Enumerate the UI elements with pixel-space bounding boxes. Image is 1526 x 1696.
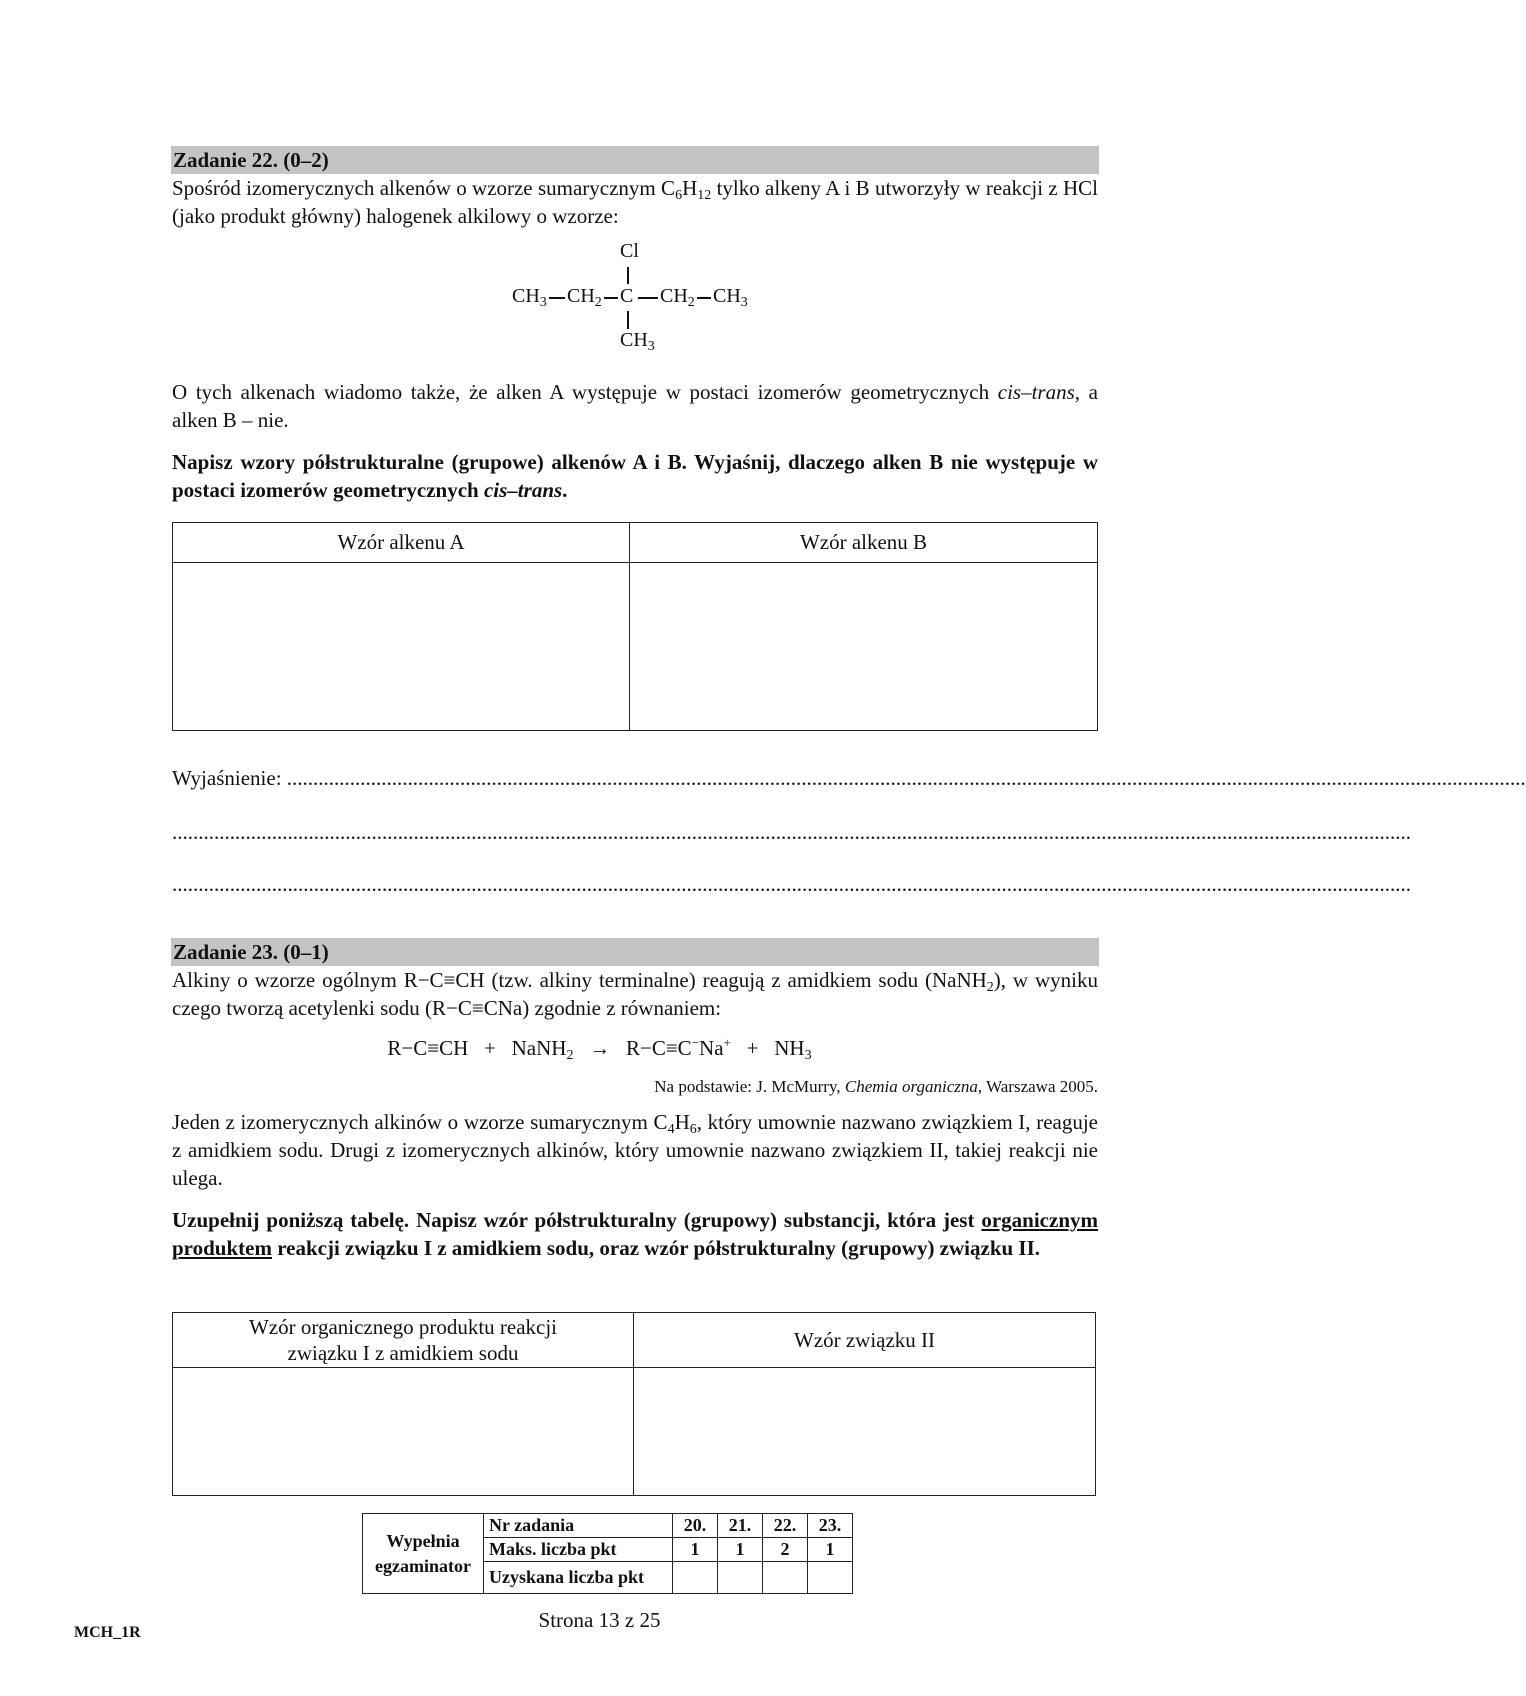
obtained-points-22[interactable] [763, 1562, 808, 1594]
formula-bond-4 [697, 297, 711, 299]
task-23-intro: Alkiny o wzorze ogólnym R−C≡CH (tzw. alkiny terminalne) reagują z amidkiem sodu (NaNH$_2$), w wyniku czego tworzą acetylenki sodu (R−C≡CNa) zgodnie z równaniem: [172, 968, 1098, 1020]
formula-bond-top [627, 267, 629, 284]
max-points-21: 1 [718, 1538, 763, 1562]
task-22-instruction: Napisz wzory półstrukturalne (grupowe) alkenów A i B. Wyjaśnij, dlaczego alken B nie występuje w postaci izomerów geometrycznych cis–trans. [172, 450, 1098, 502]
task-23-answer-table [172, 1312, 1096, 1496]
task-22-info: O tych alkenach wiadomo także, że alken A występuje w postaci izomerów geometrycznych cis–trans, a alken B – nie. [172, 380, 1098, 432]
page-number: Strona 13 z 25 [538, 1608, 661, 1632]
task-number-23: 23. [808, 1514, 853, 1538]
task-22-answer-table [172, 522, 1098, 731]
task-number-21: 21. [718, 1514, 763, 1538]
row-max-points-label: Maks. liczba pkt [484, 1538, 673, 1562]
col-organic-product: Wzór organicznego produktu reakcji związku I z amidkiem sodu [173, 1313, 634, 1368]
formula-bond-1 [549, 297, 565, 299]
explanation-line-3[interactable]: ............................................................................................................................................................................................................................................ [172, 872, 1411, 896]
examiner-label: Wypełnia egzaminator [363, 1514, 484, 1594]
answer-cell-alkene-b[interactable] [630, 563, 1098, 731]
max-points-22: 2 [763, 1538, 808, 1562]
formula-cl: Cl [620, 240, 639, 262]
formula-bond-2 [604, 297, 618, 299]
row-obtained-points-label: Uzyskana liczba pkt [484, 1562, 673, 1594]
explanation-line-1[interactable]: Wyjaśnienie: ............................................................................................................................................................................................................................................ [172, 766, 1526, 790]
formula-ch3-left: $CH_3$ [512, 285, 547, 310]
task-22-intro: Spośród izomerycznych alkenów o wzorze sumarycznym $C_6H_{12}$ tylko alkeny A i B utworzyły w reakcji z HCl (jako produkt główny) halogenek alkilowy o wzorze: [172, 176, 1098, 228]
formula-ch2-left: $CH_2$ [567, 285, 602, 310]
col-alkene-b: Wzór alkenu B [630, 523, 1098, 563]
obtained-points-21[interactable] [718, 1562, 763, 1594]
formula-c-center: C [620, 285, 634, 307]
task-23-paragraph: Jeden z izomerycznych alkinów o wzorze sumarycznym $C_4H_6$, który umownie nazwano związkiem I, reaguje z amidkiem sodu. Drugi z izomerycznych alkinów, który umownie nazwano związkiem II, takiej reakcji nie ulega. [172, 1110, 1098, 1190]
max-points-23: 1 [808, 1538, 853, 1562]
row-task-number-label: Nr zadania [484, 1514, 673, 1538]
task-number-20: 20. [673, 1514, 718, 1538]
formula-bond-bottom [627, 311, 629, 329]
task-23-header: Zadanie 23. (0–1) [171, 938, 1099, 966]
answer-cell-compound-ii[interactable] [634, 1368, 1096, 1496]
task-number-22: 22. [763, 1514, 808, 1538]
formula-ch2-right: $CH_2$ [660, 285, 695, 310]
formula-bond-3 [638, 297, 658, 299]
explanation-line-2[interactable]: ............................................................................................................................................................................................................................................ [172, 820, 1411, 844]
answer-cell-organic-product[interactable] [173, 1368, 634, 1496]
answer-cell-alkene-a[interactable] [173, 563, 630, 731]
examiner-score-table [362, 1513, 853, 1594]
obtained-points-23[interactable] [808, 1562, 853, 1594]
formula-ch3-bottom: $CH_3$ [620, 329, 655, 354]
source-citation: Na podstawie: J. McMurry, Chemia organiczna, Warszawa 2005. [654, 1077, 1098, 1096]
exam-code: MCH_1R [74, 1624, 141, 1641]
col-compound-ii: Wzór związku II [634, 1313, 1096, 1368]
col-alkene-a: Wzór alkenu A [173, 523, 630, 563]
task-23-instruction: Uzupełnij poniższą tabelę. Napisz wzór półstrukturalny (grupowy) substancji, która jest organicznym produktem reakcji związku I z amidkiem sodu, oraz wzór półstrukturalny (grupowy) związku II. [172, 1208, 1098, 1260]
formula-ch3-right: $CH_3$ [713, 285, 748, 310]
obtained-points-20[interactable] [673, 1562, 718, 1594]
task-22-header: Zadanie 22. (0–2) [171, 146, 1099, 174]
max-points-20: 1 [673, 1538, 718, 1562]
reaction-equation: R−C≡CH + NaNH$_2$ → $R-C\equiv C^-Na^+ + NH_3$ [387, 1035, 812, 1063]
